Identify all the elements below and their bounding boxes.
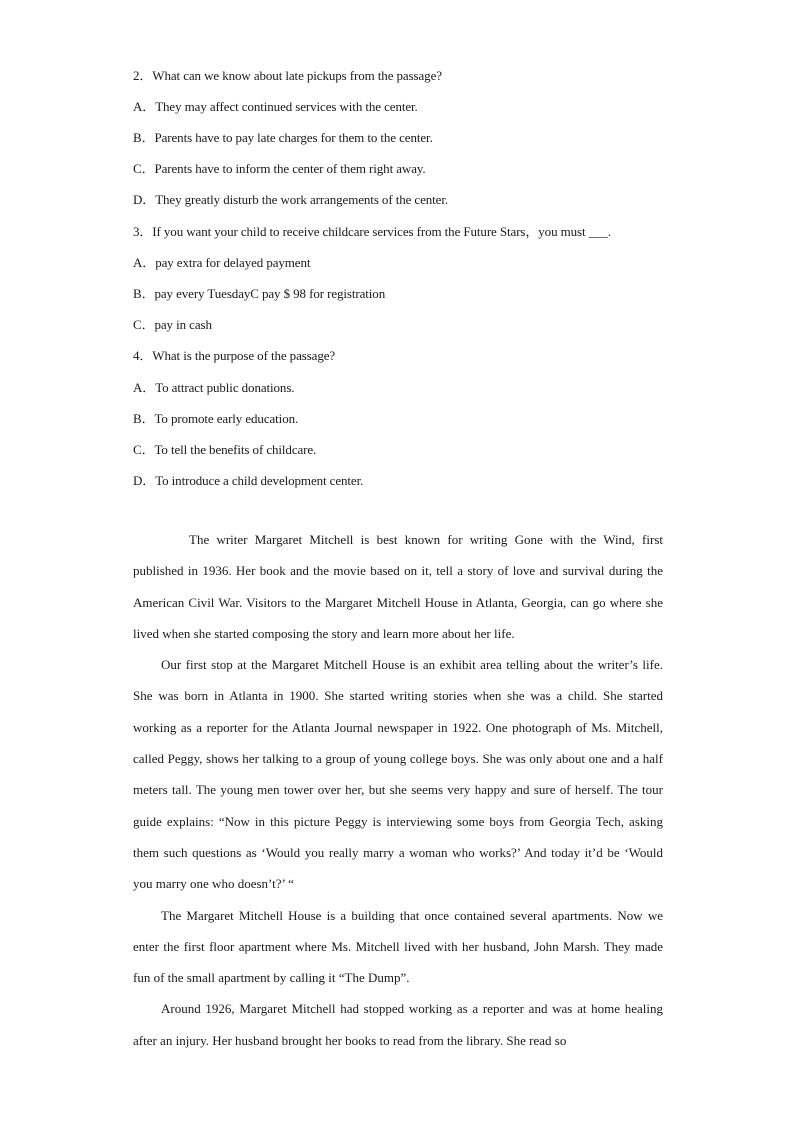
question-2-option-b: B．Parents have to pay late charges for them to the center.	[133, 130, 433, 145]
question-4-option-c: C．To tell the benefits of childcare.	[133, 442, 317, 457]
question-2-option-a: A．They may affect continued services with the center.	[133, 99, 418, 114]
question-4-option-b: B．To promote early education.	[133, 411, 299, 426]
question-4-option-d: D．To introduce a child development center.	[133, 473, 364, 488]
question-4-stem: 4．What is the purpose of the passage?	[133, 348, 336, 363]
question-3-option-c: C．pay in cash	[133, 317, 212, 332]
question-2-option-c: C．Parents have to inform the center of them right away.	[133, 161, 426, 176]
passage-paragraph-3: The Margaret Mitchell House is a building that once contained several apartments. Now we enter the first floor apartment where Ms. Mitchell lived with her husband, John Marsh. They made fun of the small apartment by calling it “The Dump”.	[133, 907, 663, 986]
passage-paragraph-1: The writer Margaret Mitchell is best known for writing Gone with the Wind, first published in 1936. Her book and the movie based on it, tell a story of love and survival during the American Civil War. Visitors to the Margaret Mitchell House in Atlanta, Georgia, can go where she lived when she started composing the story and learn more about her life.	[133, 532, 663, 641]
question-2-stem: 2．What can we know about late pickups from the passage?	[133, 68, 442, 83]
question-3-option-a: A．pay extra for delayed payment	[133, 255, 311, 270]
question-3-option-b: B．pay every TuesdayC pay $ 98 for registration	[133, 286, 386, 301]
passage-paragraph-4: Around 1926, Margaret Mitchell had stopped working as a reporter and was at home healing after an injury. Her husband brought her books to read from the library. She read so	[133, 1001, 663, 1048]
passage-paragraph-2: Our first stop at the Margaret Mitchell House is an exhibit area telling about the writer’s life. She was born in Atlanta in 1900. She started writing stories when she was a child. She started working as a reporter for the Atlanta Journal newspaper in 1922. One photograph of Ms. Mitchell, called Peggy, shows her talking to a group of young college boys. She was only about one and a half meters tall. The young men tower over her, but she seems very happy and sure of herself. The tour guide explains: “Now in this picture Peggy is interviewing some boys from Georgia Tech, asking them such questions as ‘Would you really marry a woman who works?’ And today it’d be ‘Would you marry one who doesn’t?’ “	[133, 657, 663, 892]
question-2-option-d: D．They greatly disturb the work arrangements of the center.	[133, 192, 449, 207]
question-4-option-a: A．To attract public donations.	[133, 380, 295, 395]
question-3-stem: 3．If you want your child to receive childcare services from the Future Stars，you must ___.	[133, 224, 612, 239]
reading-passage	[133, 524, 663, 1056]
